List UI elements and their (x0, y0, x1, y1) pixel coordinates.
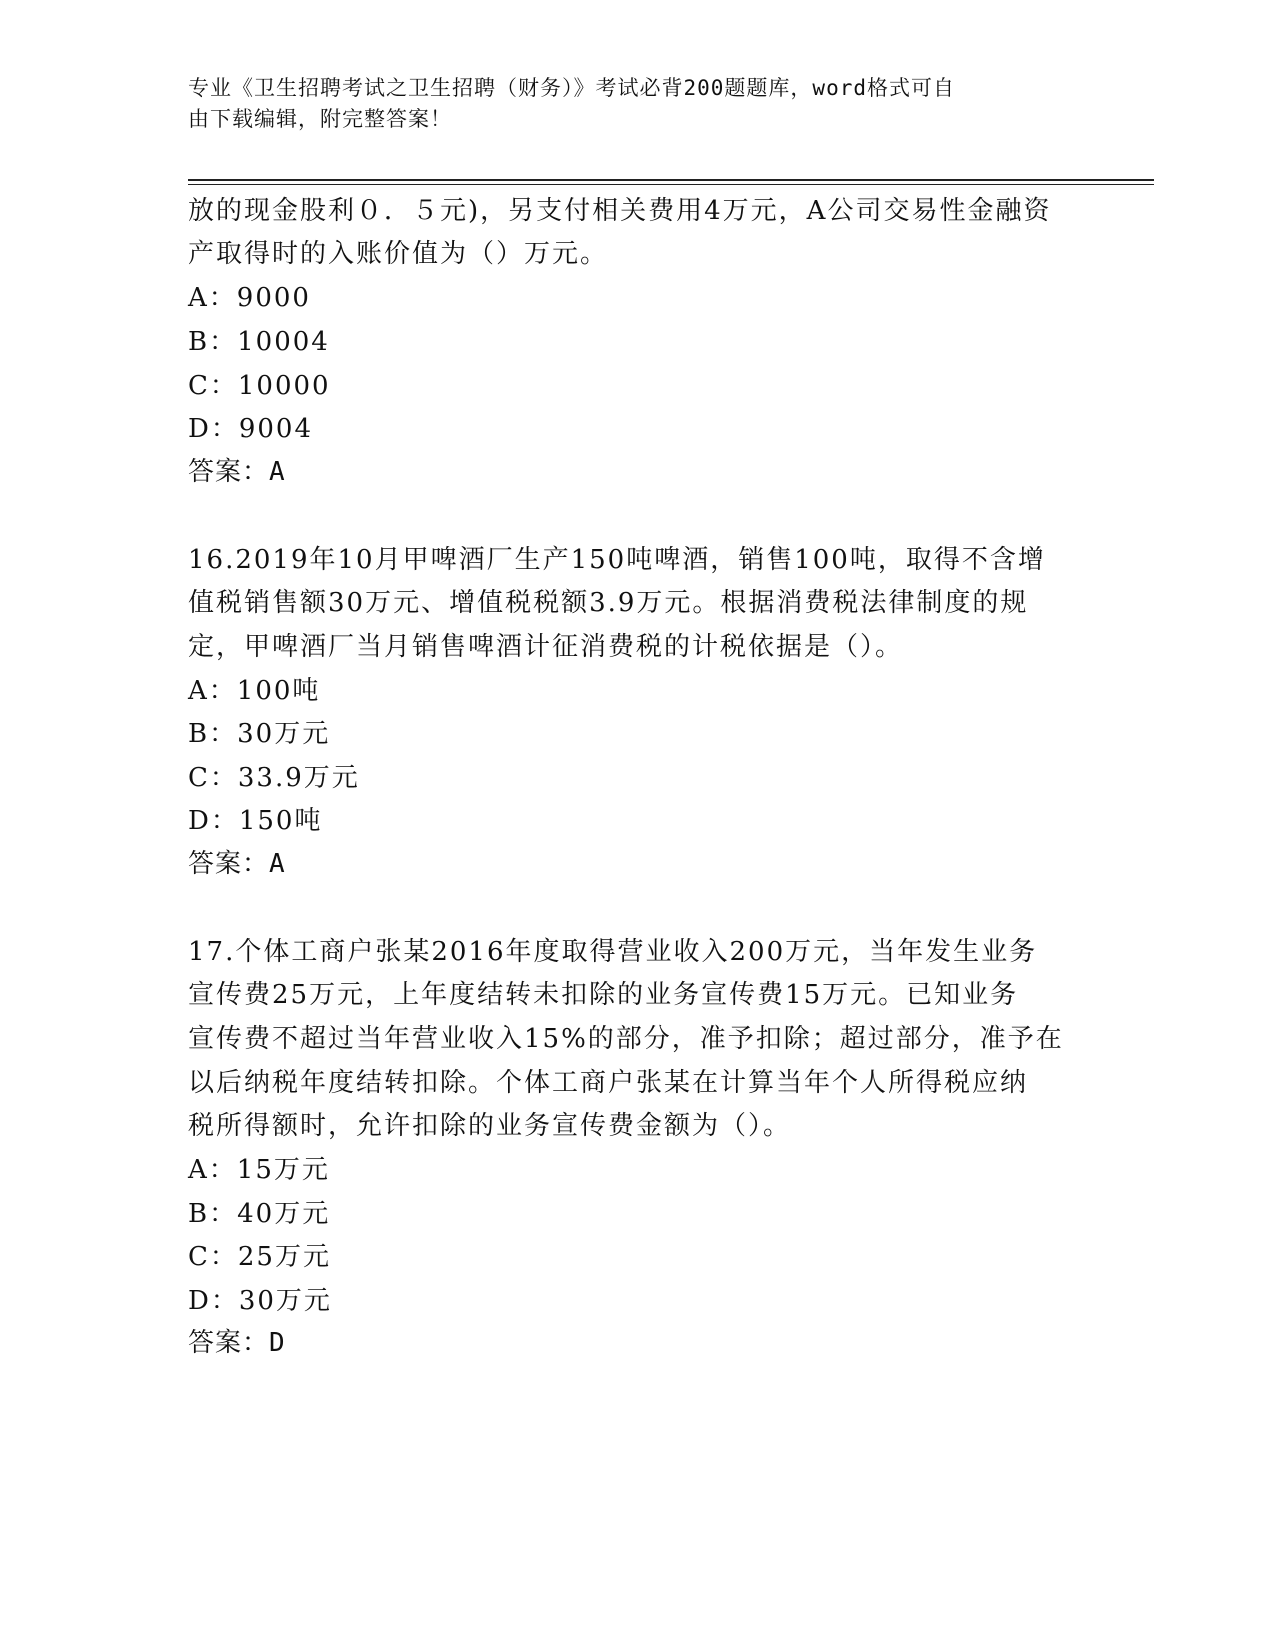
q16-answer-label: 答案： (188, 849, 270, 879)
q15-answer-value: A (269, 457, 286, 487)
document-header (188, 73, 1068, 135)
q17-option-c: C：25万元 (188, 1242, 331, 1272)
q17-option-d: D：30万元 (188, 1286, 332, 1316)
q16-text-line-1: 16.2019年10月甲啤酒厂生产150吨啤酒，销售100吨，取得不含增 (188, 545, 1046, 575)
q17-answer-value: D (269, 1328, 286, 1358)
q15-text-line-2: 产取得时的入账价值为（）万元。 (188, 239, 609, 269)
q17-option-b: B：40万元 (188, 1199, 331, 1229)
q17-text-line-2: 宣传费25万元，上年度结转未扣除的业务宣传费15万元。已知业务 (188, 980, 1019, 1010)
q16-option-a: A：100吨 (188, 676, 321, 706)
q15-option-b: B：10004 (188, 327, 330, 357)
q15-option-a: A：9000 (188, 283, 311, 313)
q17-answer-label: 答案： (188, 1328, 270, 1358)
q16-option-b: B：30万元 (188, 719, 331, 749)
q16-option-d: D：150吨 (188, 806, 323, 836)
header-divider-bottom (188, 184, 1154, 185)
q17-text-line-3: 宣传费不超过当年营业收入15%的部分，准予扣除；超过部分，准予在 (188, 1024, 1064, 1054)
q17-text-line-1: 17.个体工商户张某2016年度取得营业收入200万元，当年发生业务 (188, 937, 1038, 967)
q17-answer (188, 1322, 286, 1359)
q16-text-line-3: 定，甲啤酒厂当月销售啤酒计征消费税的计税依据是（）。 (188, 632, 904, 662)
q17-text-line-4: 以后纳税年度结转扣除。个体工商户张某在计算当年个人所得税应纳 (188, 1068, 1029, 1098)
header-line-2: 由下载编辑，附完整答案！ (188, 107, 452, 131)
q16-answer (188, 843, 286, 880)
q15-text-line-1: 放的现金股利０．５元)，另支付相关费用4万元，A公司交易性金融资 (188, 196, 1052, 226)
q16-option-c: C：33.9万元 (188, 763, 360, 793)
q16-answer-value: A (269, 849, 286, 879)
q16-text-line-2: 值税销售额30万元、增值税税额3.9万元。根据消费税法律制度的规 (188, 588, 1029, 618)
header-divider-top (188, 179, 1154, 181)
q15-option-d: D：9004 (188, 414, 314, 444)
q15-answer (188, 451, 286, 488)
q15-answer-label: 答案： (188, 457, 270, 487)
q15-option-c: C：10000 (188, 371, 331, 401)
q17-text-line-5: 税所得额时，允许扣除的业务宣传费金额为（）。 (188, 1111, 792, 1141)
header-line-1: 专业《卫生招聘考试之卫生招聘（财务）》考试必背200题题库，word格式可自 (188, 76, 955, 100)
q17-option-a: A：15万元 (188, 1155, 330, 1185)
